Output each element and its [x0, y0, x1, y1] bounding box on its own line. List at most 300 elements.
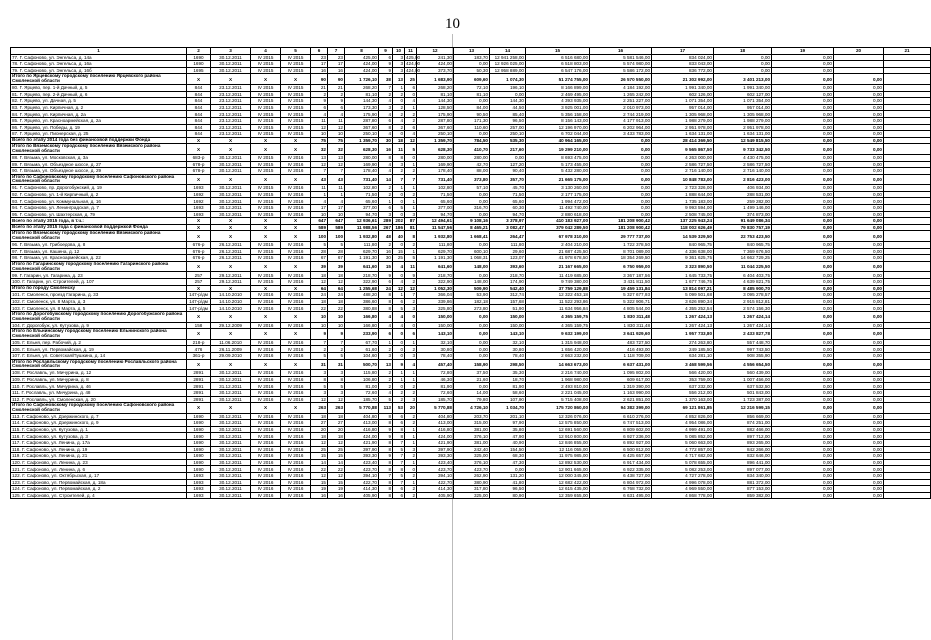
table-cell: 201,10 — [490, 413, 526, 420]
table-cell: 8 — [379, 459, 393, 466]
table-cell: 377,00 — [345, 205, 379, 212]
table-cell: 315,00 — [454, 420, 490, 427]
table-row — [11, 185, 931, 192]
table-cell: 0,00 — [834, 446, 884, 453]
table-cell: 410 183 927,00 — [526, 218, 590, 225]
empty-cell — [884, 61, 931, 68]
table-cell: X — [211, 359, 251, 370]
table-cell: 0,00 — [772, 305, 834, 312]
table-cell: 218,70 — [490, 272, 526, 279]
empty-cell — [884, 198, 931, 205]
table-cell: 629,70 — [417, 248, 454, 255]
table-cell: 6 — [379, 117, 393, 124]
empty-cell — [884, 74, 931, 85]
table-cell: 43 — [328, 174, 345, 185]
table-cell: 4 184 192,00 — [590, 84, 652, 91]
table-cell: 173,30 — [345, 104, 379, 111]
address-cell: 101. Г. Смоленск, проезд Гагарина, д. 33 — [11, 292, 187, 299]
table-cell: 182,18 — [454, 298, 490, 305]
table-cell: 1 — [405, 479, 417, 486]
table-cell: 1 — [405, 370, 417, 377]
table-cell: 0,00 — [772, 218, 834, 225]
table-cell: IV 2015 — [251, 124, 281, 131]
table-cell: IV 2016 — [251, 339, 281, 346]
table-cell: 373,80 — [454, 174, 490, 185]
table-cell: 13 — [393, 74, 405, 85]
table-cell: 90,50 — [454, 111, 490, 118]
table-cell: 1 — [405, 161, 417, 168]
table-cell: 0,00 — [454, 242, 490, 249]
table-cell: 64 — [328, 285, 345, 292]
subtotal-label: Всего по этапу 2014 года без финансовой поддержки Фонда — [11, 137, 187, 144]
table-cell: 18 — [311, 433, 328, 440]
table-cell: 6 547 176,00 — [526, 67, 590, 74]
table-cell: 14 — [328, 459, 345, 466]
table-cell: 0,00 — [834, 191, 884, 198]
table-cell: 110,60 — [454, 124, 490, 131]
table-cell: 0,00 — [834, 272, 884, 279]
table-cell: 29.09.2010 — [211, 352, 251, 359]
table-cell: 0,00 — [772, 479, 834, 486]
table-cell: 16 — [311, 67, 328, 74]
table-cell: IV 2016 — [251, 420, 281, 427]
table-cell: 367,60 — [417, 124, 454, 131]
table-cell: 397,90 — [345, 446, 379, 453]
table-cell: X — [187, 218, 211, 225]
table-cell: 15 — [393, 248, 405, 255]
table-cell: 81,10 — [454, 91, 490, 98]
table-cell: 424,00 — [406, 67, 421, 73]
table-cell: 4 — [393, 261, 405, 272]
address-cell: 80. Г. Ярцево, пер. 1-й Дачный, д. 5 — [11, 84, 187, 91]
table-cell: 376,10 — [454, 433, 490, 440]
table-cell: 0,00 — [834, 486, 884, 493]
table-cell: 844 — [187, 117, 211, 124]
table-cell: 21 687 425,50 — [526, 248, 590, 255]
address-cell: 106. Г. Ельня, ул. Первомайская, д. 19 — [11, 346, 187, 353]
table-cell: 421,90 — [417, 440, 454, 447]
table-cell: 4 726,10 — [454, 403, 490, 414]
address-cell: 102. Г. Смоленск, ул. 8 Марта, д. 3 — [11, 298, 187, 305]
table-cell: 844 — [187, 131, 211, 138]
table-cell: 13 — [311, 154, 328, 161]
table-cell: 5 586 172,00 — [590, 67, 652, 74]
table-cell: 30.12.2011 — [211, 211, 251, 218]
table-cell: 40,90 — [490, 440, 526, 447]
table-cell: 0 — [405, 311, 417, 322]
table-cell: 0,00 — [772, 389, 834, 396]
table-cell: 158,90 — [454, 359, 490, 370]
table-cell: 150,00 — [417, 311, 454, 322]
table-cell: 1690 — [187, 453, 211, 460]
address-cell: 97. Г. Вязьма, ул. Кашена, д. 12 — [11, 248, 187, 255]
table-cell: 0,00 — [834, 218, 884, 225]
table-cell: 147-р/дм — [187, 298, 211, 305]
table-cell: 90,40 — [490, 168, 526, 175]
column-number: 12 — [417, 48, 454, 55]
empty-cell — [884, 459, 931, 466]
table-cell: 1 — [379, 198, 393, 205]
table-cell: 832 646,00 — [714, 453, 772, 460]
table-cell: 0,00 — [772, 84, 834, 91]
table-cell: 4 — [311, 198, 328, 205]
table-cell: 30.12.2011 — [211, 205, 251, 212]
table-cell: 0,00 — [772, 339, 834, 346]
table-cell: 1 267 424,14 — [714, 311, 772, 322]
table-cell: 2 177 175,00 — [526, 191, 590, 198]
table-cell: 2891 — [187, 396, 211, 403]
address-cell: 89. Г. Вязьма, ул. Объездное шоссе, д. 27 — [11, 161, 187, 168]
table-cell: 1 305 968,00 — [652, 111, 714, 118]
empty-cell — [884, 161, 931, 168]
table-cell: 268,20 — [345, 84, 379, 91]
table-cell: 3 — [379, 104, 393, 111]
table-cell: 908 355,90 — [714, 352, 772, 359]
table-cell: 19 — [328, 486, 345, 493]
table-cell: 21 — [328, 84, 345, 91]
table-cell: 7 — [393, 453, 405, 460]
table-cell: 423,70 — [417, 466, 454, 473]
subtotal-row — [11, 359, 931, 370]
column-number: 5 — [281, 48, 311, 55]
table-cell: 2 586 727,50 — [714, 161, 772, 168]
table-cell: 71,50 — [345, 191, 379, 198]
table-cell: 175 720 860,00 — [526, 403, 590, 414]
table-row — [11, 54, 931, 61]
table-cell: 28 414 369,50 — [652, 137, 714, 144]
table-cell: IV 2016 — [251, 370, 281, 377]
table-cell: 3 — [379, 211, 393, 218]
table-cell: 678-р — [187, 161, 211, 168]
table-cell: 106,80 — [345, 376, 379, 383]
table-cell: 424,00 — [417, 433, 454, 440]
table-cell: 30.12.2011 — [211, 473, 251, 480]
table-cell: 257 — [187, 279, 211, 286]
table-cell: 21 167 665,00 — [526, 261, 590, 272]
table-cell: 166,80 — [345, 322, 379, 329]
table-row — [11, 479, 931, 486]
table-cell: 842 266,00 — [714, 446, 772, 453]
table-cell: 12 958 889,00 — [490, 67, 526, 74]
table-cell: 2 — [405, 168, 417, 175]
table-cell: 7 — [328, 339, 345, 346]
table-cell: X — [211, 285, 251, 292]
table-cell: 0,00 — [834, 154, 884, 161]
table-cell: 0,00 — [772, 74, 834, 85]
table-cell: 4 430 475,00 — [714, 154, 772, 161]
table-cell: X — [187, 285, 211, 292]
table-cell: 0,00 — [590, 161, 652, 168]
table-cell: 6 404 403,75 — [714, 272, 772, 279]
table-cell: 10 — [328, 322, 345, 329]
table-cell: 0,00 — [772, 383, 834, 390]
table-cell: 0,00 — [772, 396, 834, 403]
table-cell: 425,00 — [406, 54, 421, 60]
table-cell: 0,00 — [834, 403, 884, 414]
table-cell: 12 — [405, 285, 417, 292]
empty-cell — [884, 339, 931, 346]
table-cell: 609,60 — [454, 74, 490, 85]
table-cell: 4 727 278,00 — [652, 473, 714, 480]
table-cell: 158 — [187, 322, 211, 329]
table-cell: 0,00 — [772, 486, 834, 493]
table-cell: 1 095 802,00 — [590, 370, 652, 377]
column-number: 18 — [714, 48, 772, 55]
table-cell: 113 — [379, 403, 393, 414]
table-cell: 2 — [405, 279, 417, 286]
table-cell: 836 772,00 — [652, 67, 714, 74]
table-cell: 12 — [311, 279, 328, 286]
table-cell: 1 074,30 — [490, 74, 526, 85]
table-cell: IV 2016 — [281, 446, 311, 453]
table-cell: 11 — [328, 117, 345, 124]
table-cell: 1 932,80 — [417, 231, 454, 242]
table-cell: 1 994 472,00 — [526, 198, 590, 205]
table-cell: 12 910 800,00 — [526, 433, 590, 440]
table-cell: 0,00 — [834, 479, 884, 486]
table-cell: 127,20 — [490, 161, 526, 168]
table-cell: X — [281, 261, 311, 272]
table-cell: 128,50 — [417, 104, 454, 111]
table-cell: 16 — [311, 492, 328, 499]
table-cell: 0,00 — [772, 420, 834, 427]
table-cell: 424,00 — [345, 61, 379, 68]
table-cell: IV 2016 — [281, 479, 311, 486]
table-cell: 7 — [379, 84, 393, 91]
column-number: 13 — [454, 48, 490, 55]
table-cell: 262,90 — [454, 473, 490, 480]
column-number: 21 — [884, 48, 931, 55]
table-cell: 14 663 673,00 — [526, 359, 590, 370]
table-cell: IV 2016 — [251, 322, 281, 329]
table-cell: 3 — [328, 370, 345, 377]
empty-cell — [884, 292, 931, 299]
table-cell: 9 — [405, 272, 417, 279]
table-cell: IV 2015 — [251, 98, 281, 105]
table-cell: 87 — [405, 218, 417, 225]
table-cell: IV 2016 — [281, 198, 311, 205]
table-cell: 0,00 — [454, 339, 490, 346]
table-cell: 2 — [393, 104, 405, 111]
table-row — [11, 383, 931, 390]
table-cell: 0,00 — [772, 61, 834, 68]
table-cell: 0,00 — [772, 205, 834, 212]
table-cell: 3 082,47 — [490, 224, 526, 231]
table-cell: 40 — [393, 231, 405, 242]
table-cell: 0,00 — [590, 185, 652, 192]
address-cell: 82. Г. Ярцево, ул. Дачная, д. 5 — [11, 98, 187, 105]
table-cell: IV 2016 — [281, 486, 311, 493]
table-cell: 6 — [393, 413, 405, 420]
table-cell: 15 — [379, 261, 393, 272]
table-cell: 1 — [393, 292, 405, 299]
table-cell: IV 2016 — [281, 440, 311, 447]
table-cell: 0,00 — [772, 191, 834, 198]
table-cell: IV 2016 — [281, 161, 311, 168]
table-cell: 10 — [311, 311, 328, 322]
table-cell: 0,00 — [834, 389, 884, 396]
table-cell: 1 957 733,80 — [652, 329, 714, 340]
table-cell: 0,00 — [590, 205, 652, 212]
table-cell: IV 2016 — [281, 242, 311, 249]
table-cell: 3 — [405, 305, 417, 312]
table-cell: 111,80 — [490, 242, 526, 249]
register-table — [10, 47, 931, 499]
table-cell: 0,00 — [772, 211, 834, 218]
table-cell: 560 439,00 — [714, 370, 772, 377]
table-cell: 4 — [405, 131, 417, 138]
table-cell: 1690 — [187, 459, 211, 466]
table-cell: 4 — [405, 98, 417, 105]
table-cell: 288 531,00 — [714, 191, 772, 198]
table-cell: 11.06.2010 — [211, 339, 251, 346]
table-cell: 844 — [187, 84, 211, 91]
table-cell: 0,00 — [834, 185, 884, 192]
table-cell: 2 010 973,00 — [590, 104, 652, 111]
table-cell: IV 2015 — [251, 272, 281, 279]
table-cell: 9 — [379, 453, 393, 460]
table-cell: X — [187, 174, 211, 185]
table-cell: 6 — [405, 329, 417, 340]
table-cell: 6 — [379, 279, 393, 286]
table-cell: 1 677 746,75 — [652, 279, 714, 286]
table-cell: 457,40 — [417, 359, 454, 370]
table-cell: 0,00 — [454, 191, 490, 198]
table-cell: 0,00 — [834, 205, 884, 212]
table-cell: 416 493,00 — [590, 346, 652, 353]
table-cell: 218,70 — [345, 272, 379, 279]
table-cell: 0,00 — [834, 322, 884, 329]
table-cell: 71,50 — [417, 191, 454, 198]
subtotal-row — [11, 174, 931, 185]
table-cell: 78,40 — [490, 352, 526, 359]
table-cell: 0,00 — [834, 376, 884, 383]
table-cell: 12 116 055,00 — [526, 446, 590, 453]
table-cell: 250,10 — [345, 131, 379, 138]
table-cell: 24 — [379, 285, 393, 292]
table-cell: 17 — [328, 205, 345, 212]
table-cell: 0,00 — [834, 98, 884, 105]
table-cell: 6 768 732,00 — [590, 486, 652, 493]
empty-cell — [884, 261, 931, 272]
table-cell: X — [187, 137, 211, 144]
table-cell: 0,00 — [772, 285, 834, 292]
table-cell: 874 251,00 — [714, 420, 772, 427]
table-cell: 422,70 — [417, 479, 454, 486]
table-cell: 0,00 — [834, 359, 884, 370]
table-cell: 0,00 — [834, 144, 884, 155]
table-row — [11, 124, 931, 131]
empty-cell — [884, 305, 931, 312]
table-cell: IV 2016 — [281, 292, 311, 299]
table-cell: 17 — [311, 61, 328, 68]
table-cell: IV 2015 — [251, 255, 281, 262]
table-cell: 3 626 890,34 — [652, 298, 714, 305]
table-cell: X — [251, 359, 281, 370]
address-cell: 117. Г. Сафоново, ул. Ленина, д. 17а — [11, 440, 187, 447]
table-cell: 287,80 — [345, 117, 379, 124]
table-cell: 423,70 — [454, 466, 490, 473]
table-cell: 2 586 727,50 — [652, 161, 714, 168]
empty-cell — [884, 396, 931, 403]
empty-cell — [834, 67, 884, 74]
table-cell: 422,70 — [345, 479, 379, 486]
table-cell: 0,00 — [772, 453, 834, 460]
table-cell: 0,00 — [834, 292, 884, 299]
table-cell: 12 926 025,00 — [490, 61, 526, 68]
table-cell: 43 — [311, 174, 328, 185]
table-cell: 24 — [328, 292, 345, 299]
table-cell: 150,00 — [490, 311, 526, 322]
column-number: 9 — [379, 48, 393, 55]
table-cell: 6 637 431,00 — [590, 359, 652, 370]
subtotal-label: Итого по городу Смоленску — [11, 285, 187, 292]
table-cell: 8 — [393, 154, 405, 161]
table-cell: 4 954 086,00 — [652, 420, 714, 427]
table-cell: 29 777 737,00 — [590, 231, 652, 242]
table-cell: 5 082 253,00 — [652, 466, 714, 473]
table-cell: 7 — [311, 339, 328, 346]
table-cell: 5 715 408,00 — [526, 396, 590, 403]
table-cell: 589 — [311, 224, 328, 231]
address-cell: 96. Г. Вязьма, ул. Грибоедова, д. 8 — [11, 242, 187, 249]
table-cell: 22 — [328, 466, 345, 473]
table-cell: 834 340,00 — [714, 473, 772, 480]
address-cell: 118. Г. Сафоново, ул. Ленина, д. 19 — [11, 446, 187, 453]
table-cell: 12 941 258,00 — [490, 54, 526, 61]
table-cell: 0,00 — [772, 117, 834, 124]
table-cell: 0,00 — [834, 161, 884, 168]
table-cell: 0,00 — [834, 211, 884, 218]
table-cell: 148,00 — [454, 279, 490, 286]
table-cell: 96,50 — [490, 117, 526, 124]
empty-cell — [884, 137, 931, 144]
empty-cell — [884, 346, 931, 353]
table-cell: 12 901 665,00 — [526, 466, 590, 473]
table-cell: 0,00 — [772, 168, 834, 175]
table-cell: 844 — [187, 91, 211, 98]
table-cell: 0,00 — [834, 131, 884, 138]
table-cell: 169,90 — [417, 161, 454, 168]
table-cell: 2 — [379, 242, 393, 249]
table-cell: 1 830 311,48 — [590, 322, 652, 329]
table-cell: 18 354 269,50 — [590, 255, 652, 262]
subtotal-row — [11, 218, 931, 225]
table-cell: 0,00 — [772, 272, 834, 279]
table-cell: 67,70 — [345, 339, 379, 346]
table-cell: 0,00 — [454, 322, 490, 329]
table-cell: 5 173 455,00 — [526, 161, 590, 168]
table-cell: 12 — [328, 279, 345, 286]
table-cell: 37 759 129,88 — [526, 285, 590, 292]
table-cell: 6 516 680,00 — [526, 54, 590, 61]
table-cell: 6 804 972,00 — [590, 479, 652, 486]
table-cell: IV 2015 — [281, 124, 311, 131]
empty-cell — [884, 383, 931, 390]
table-cell: 8 — [328, 376, 345, 383]
table-cell: 731,40 — [417, 174, 454, 185]
table-cell: 1 988 279,00 — [652, 117, 714, 124]
table-cell: 859 382,00 — [714, 492, 772, 499]
subtotal-row — [11, 285, 931, 292]
table-cell: X — [187, 359, 211, 370]
table-cell: 23 — [328, 54, 345, 61]
table-cell: 8 — [379, 305, 393, 312]
table-cell: X — [187, 311, 211, 322]
table-cell: 8 — [379, 292, 393, 299]
subtotal-label: Итого по Сафоновскому городскому поселению Сафоновского района Смоленской области — [11, 174, 187, 185]
table-cell: 263 — [311, 403, 328, 414]
